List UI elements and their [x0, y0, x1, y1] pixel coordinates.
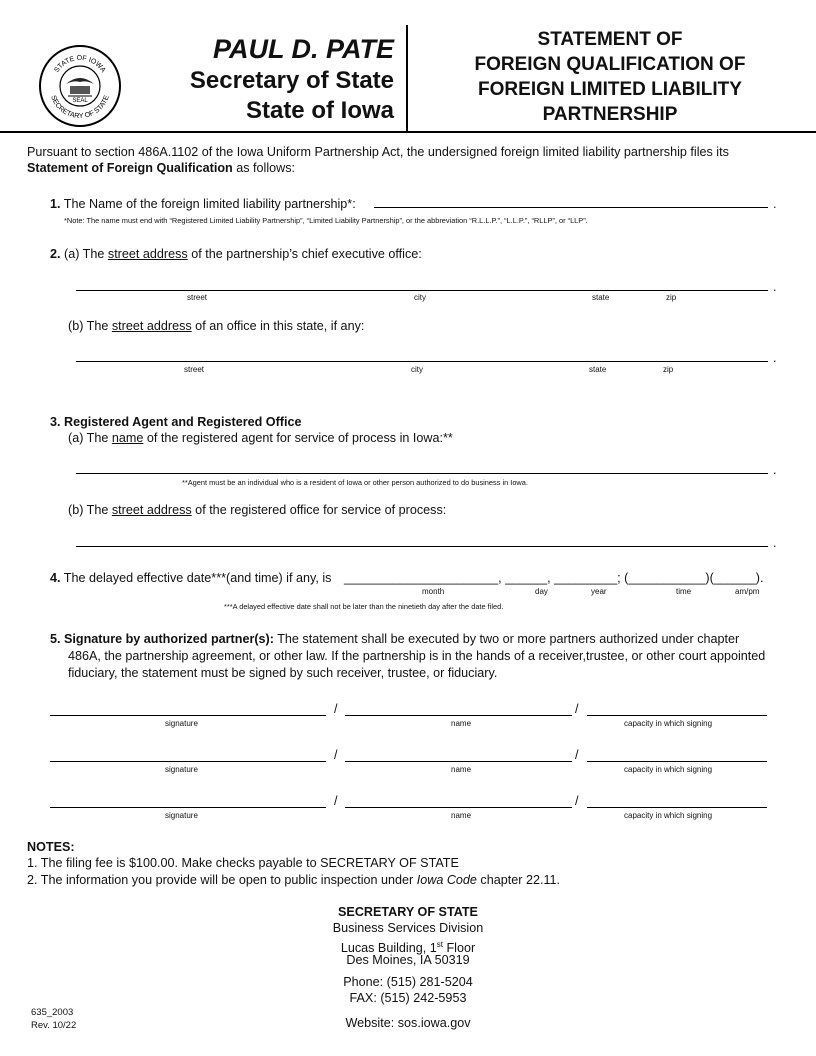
form-number: 635_2003 — [31, 1007, 74, 1018]
item2a-label: 2. (a) The street address of the partnership’s chief executive office: — [50, 247, 422, 261]
name-field[interactable] — [345, 761, 572, 762]
signature-field[interactable] — [50, 761, 326, 762]
footer-fax: FAX: (515) 242-5953 — [349, 991, 467, 1005]
item1-note: *Note: The name must end with “Registered Limited Liability Partnership”, “Limited Liability Partnership”, or the abbreviation “R.L.L.P.”, “L.L.P.”, “RLLP”, or “LLP”. — [64, 216, 588, 225]
registered-office-field[interactable] — [76, 546, 768, 547]
name-field[interactable] — [345, 807, 572, 808]
official-name: PAUL D. PATE — [212, 34, 394, 64]
item4-note: ***A delayed effective date shall not be later than the ninetieth day after the date filed. — [224, 602, 504, 611]
signature-field[interactable] — [50, 807, 326, 808]
note-2: 2. The information you provide will be open to public inspection under Iowa Code chapter 22.11. — [27, 873, 561, 887]
capacity-field[interactable] — [587, 807, 767, 808]
item3a-label: (a) The name of the registered agent for service of process in Iowa:** — [68, 431, 453, 445]
chief-office-address-field[interactable] — [76, 290, 768, 291]
intro-text: Pursuant to section 486A.1102 of the Iowa Uniform Partnership Act, the undersigned foreign limited liability partnership files its — [27, 145, 729, 159]
svg-text:SECRETARY OF STATE: SECRETARY OF STATE — [49, 94, 111, 121]
item3-heading: 3. Registered Agent and Registered Office — [50, 415, 302, 429]
item4-label: 4. The delayed effective date***(and time) if any, is — [50, 571, 332, 585]
footer-website: Website: sos.iowa.gov — [345, 1016, 471, 1030]
svg-text:SEAL: SEAL — [72, 98, 88, 104]
agent-note: **Agent must be an individual who is a resident of Iowa or other person authorized to do business in Iowa. — [182, 478, 528, 487]
state-seal-logo — [38, 44, 122, 128]
item5-text3: fiduciary, the statement must be signed by such receiver, trustee, or fiduciary. — [68, 666, 498, 680]
office-title: Secretary of State — [189, 67, 394, 94]
capacity-field[interactable] — [587, 761, 767, 762]
signature-field[interactable] — [50, 715, 326, 716]
footer-building: Lucas Building, 1st Floor — [340, 940, 476, 956]
intro-text-2: Statement of Foreign Qualification as follows: — [27, 161, 296, 175]
note-1: 1. The filing fee is $100.00. Make checks payable to SECRETARY OF STATE — [27, 856, 459, 870]
partnership-name-field[interactable] — [374, 207, 768, 208]
footer-city: Des Moines, IA 50319 — [346, 953, 470, 967]
iowa-office-address-field[interactable] — [76, 361, 768, 362]
state-name: State of Iowa — [245, 97, 394, 124]
footer-division: Business Services Division — [332, 921, 484, 935]
item5-text2: 486A, the partnership agreement, or other law. If the partnership is in the hands of a receiver,trustee, or other court appointed — [68, 649, 766, 663]
footer-office: SECRETARY OF STATE — [338, 905, 478, 919]
header-divider — [406, 25, 408, 131]
form-title: STATEMENT OF FOREIGN QUALIFICATION OF FOREIGN LIMITED LIABILITY PARTNERSHIP — [474, 29, 746, 125]
revision: Rev. 10/22 — [31, 1020, 77, 1031]
effective-date-field[interactable]: ______________________, ______, _________; (___________)(______). — [344, 571, 764, 585]
registered-agent-field[interactable] — [76, 473, 768, 474]
capacity-field[interactable] — [587, 715, 767, 716]
name-field[interactable] — [345, 715, 572, 716]
notes-heading: NOTES: — [27, 840, 75, 854]
item5-text1: 5. Signature by authorized partner(s): The statement shall be executed by two or more partners authorized under chapter — [50, 632, 740, 646]
item2b-label: (b) The street address of an office in this state, if any: — [68, 319, 365, 333]
footer-phone: Phone: (515) 281-5204 — [343, 975, 473, 989]
svg-text:STATE OF IOWA: STATE OF IOWA — [53, 54, 107, 74]
item1-label: 1. The Name of the foreign limited liability partnership*: — [50, 197, 356, 211]
item3b-label: (b) The street address of the registered office for service of process: — [68, 503, 447, 517]
header-rule — [0, 131, 816, 133]
